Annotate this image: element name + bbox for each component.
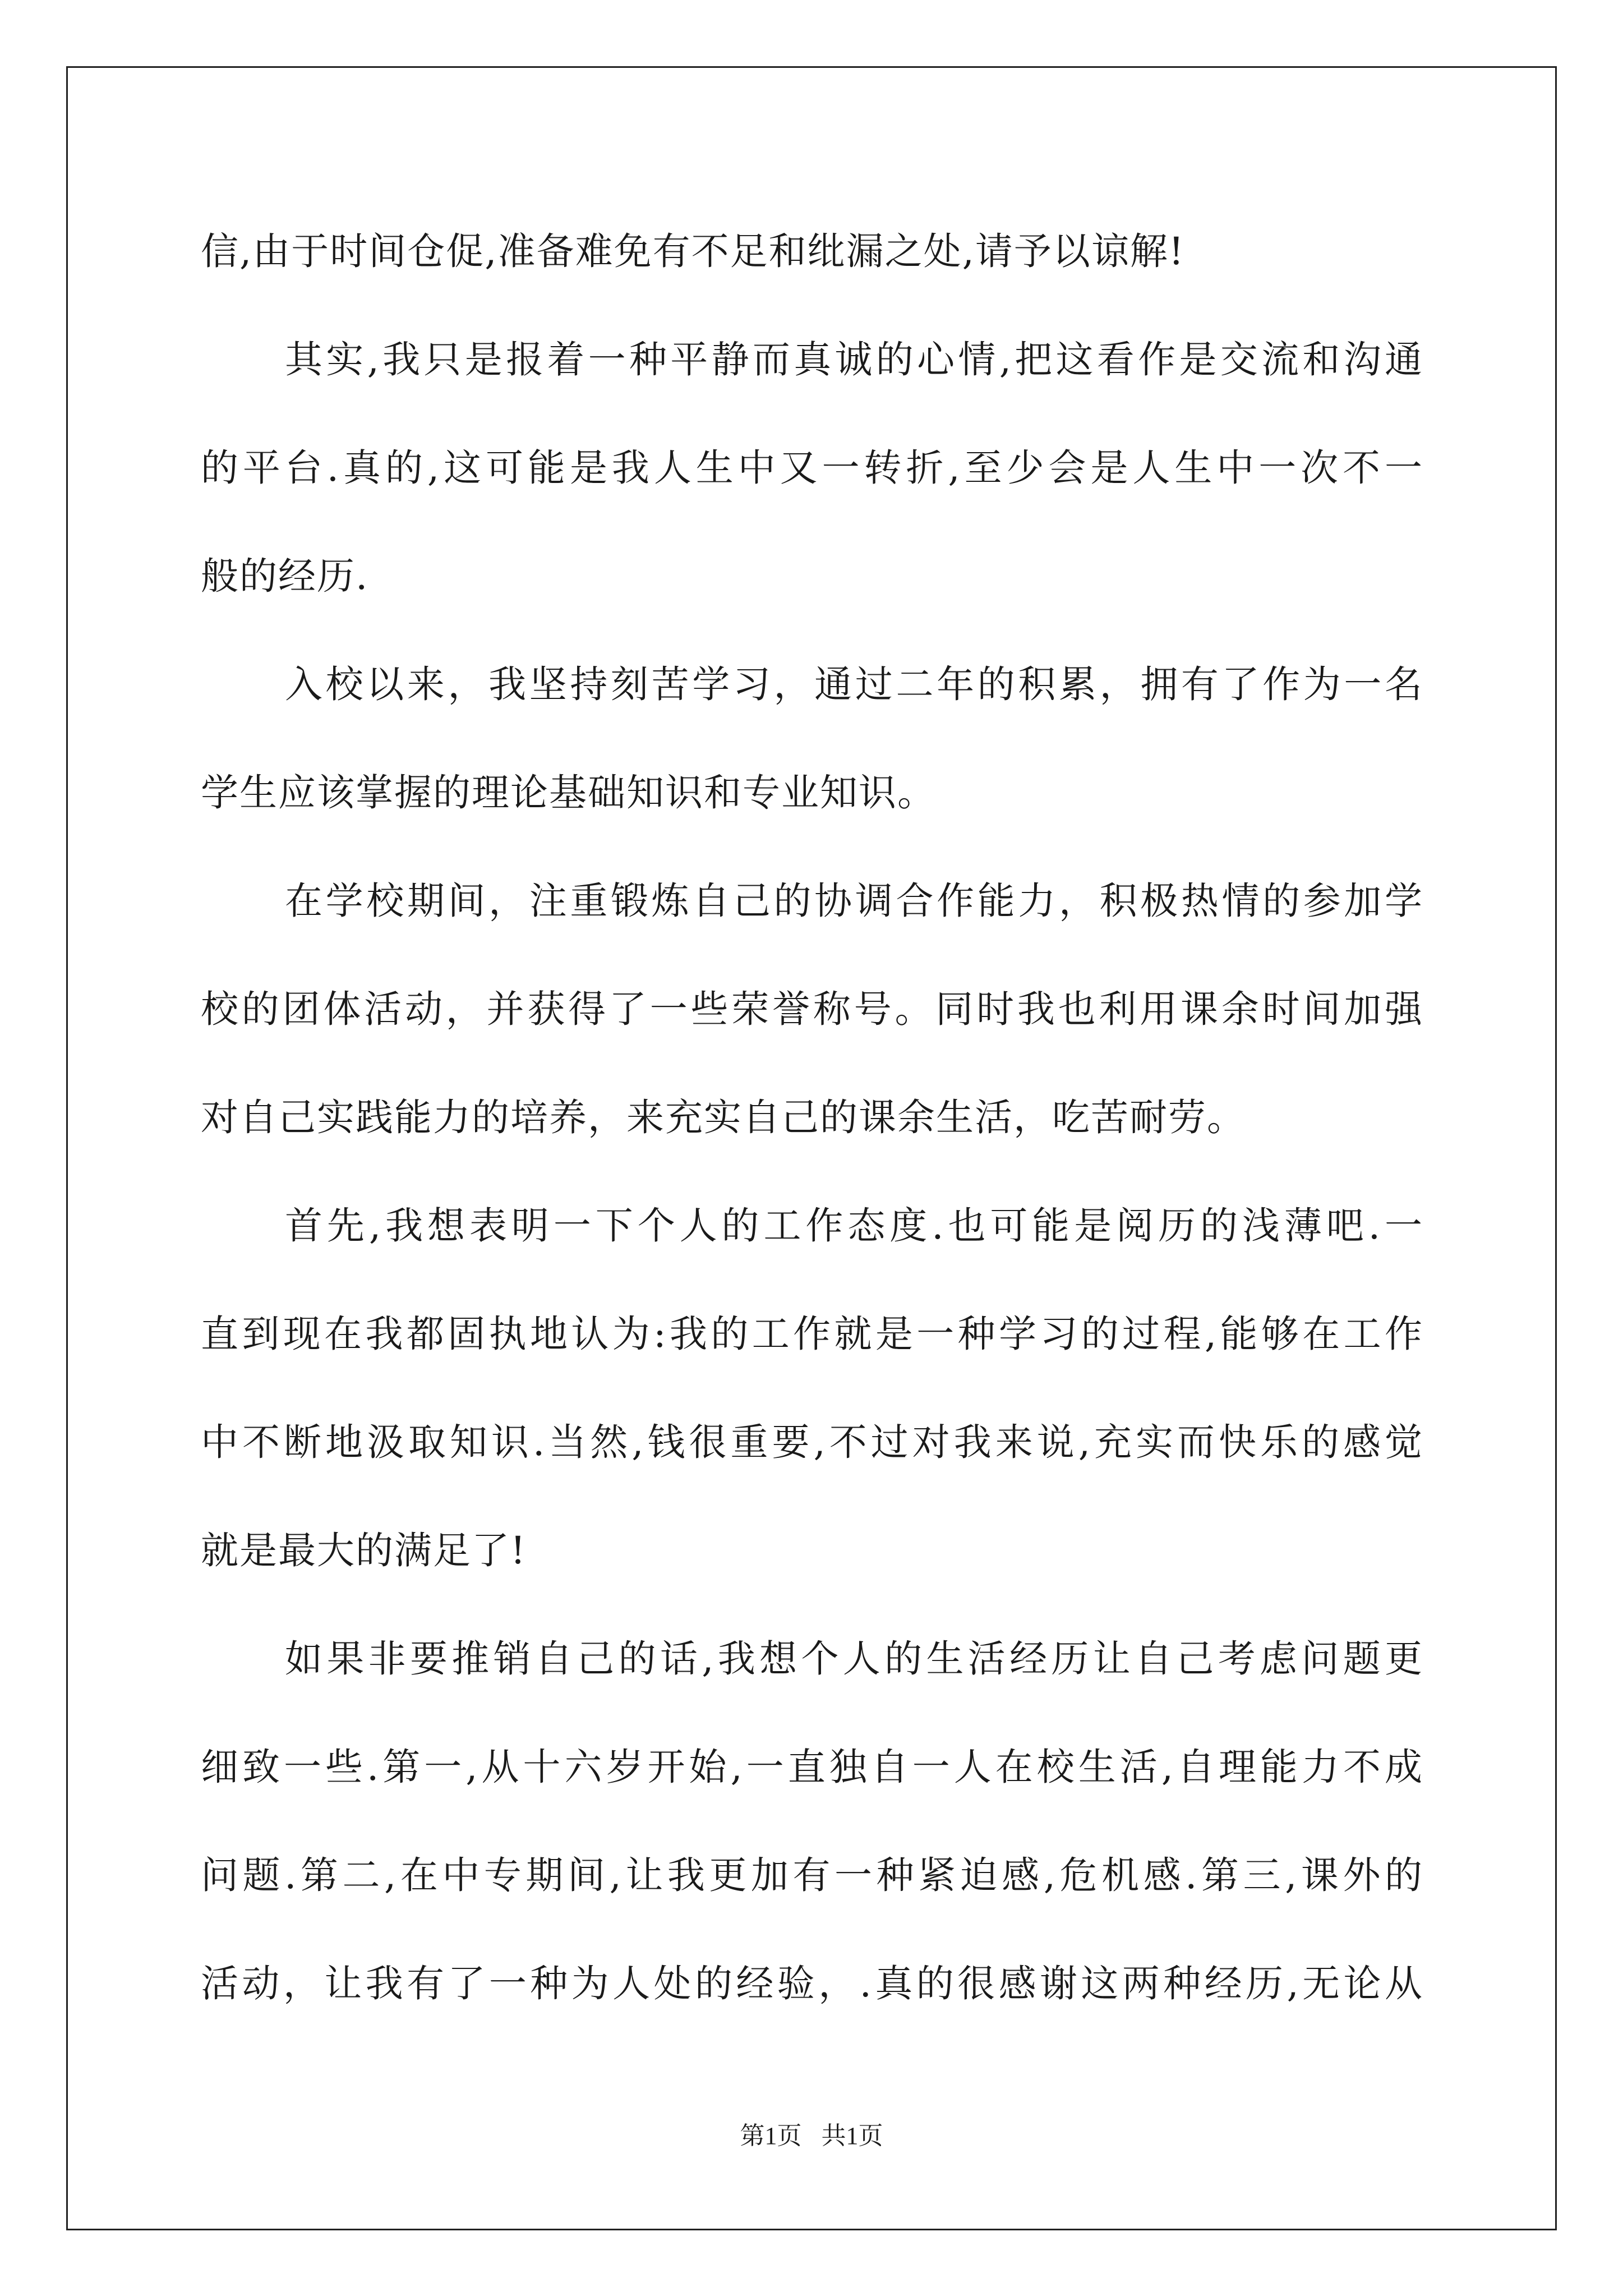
paragraph-line: 的平台.真的,这可能是我人生中又一转折,至少会是人生中一次不一	[201, 446, 1423, 490]
paragraph-line: 如果非要推销自己的话,我想个人的生活经历让自己考虑问题更	[285, 1637, 1423, 1681]
paragraph-line: 就是最大的满足了!	[201, 1529, 527, 1572]
paragraph-line: 学生应该掌握的理论基础知识和专业知识。	[201, 771, 936, 815]
page-total: 共1页	[821, 2122, 883, 2150]
paragraph-line: 般的经历.	[201, 554, 369, 598]
paragraph-line: 在学校期间，注重锻炼自己的协调合作能力，积极热情的参加学	[285, 879, 1423, 923]
paragraph-line: 问题.第二,在中专期间,让我更加有一种紧迫感,危机感.第三,课外的	[201, 1853, 1423, 1897]
paragraph-line: 入校以来，我坚持刻苦学习，通过二年的积累，拥有了作为一名	[285, 662, 1423, 706]
page-border	[66, 66, 1557, 2230]
paragraph-line: 首先,我想表明一下个人的工作态度.也可能是阅历的浅薄吧.一	[285, 1204, 1423, 1248]
paragraph-line: 活动，让我有了一种为人处的经验，.真的很感谢这两种经历,无论从	[201, 1962, 1423, 2005]
paragraph-line: 其实,我只是报着一种平静而真诚的心情,把这看作是交流和沟通	[285, 338, 1423, 381]
paragraph-line: 细致一些.第一,从十六岁开始,一直独自一人在校生活,自理能力不成	[201, 1745, 1423, 1789]
paragraph-line: 中不断地汲取知识.当然,钱很重要,不过对我来说,充实而快乐的感觉	[201, 1420, 1423, 1464]
page-footer	[0, 2116, 1623, 2156]
paragraph-line: 信,由于时间仓促,准备难免有不足和纰漏之处,请予以谅解!	[201, 229, 1185, 273]
paragraph-line: 对自己实践能力的培养，来充实自己的课余生活，吃苦耐劳。	[201, 1096, 1246, 1139]
page-number: 第1页	[740, 2122, 802, 2150]
paragraph-line: 直到现在我都固执地认为:我的工作就是一种学习的过程,能够在工作	[201, 1312, 1423, 1356]
paragraph-line: 校的团体活动，并获得了一些荣誉称号。同时我也利用课余时间加强	[201, 987, 1423, 1031]
